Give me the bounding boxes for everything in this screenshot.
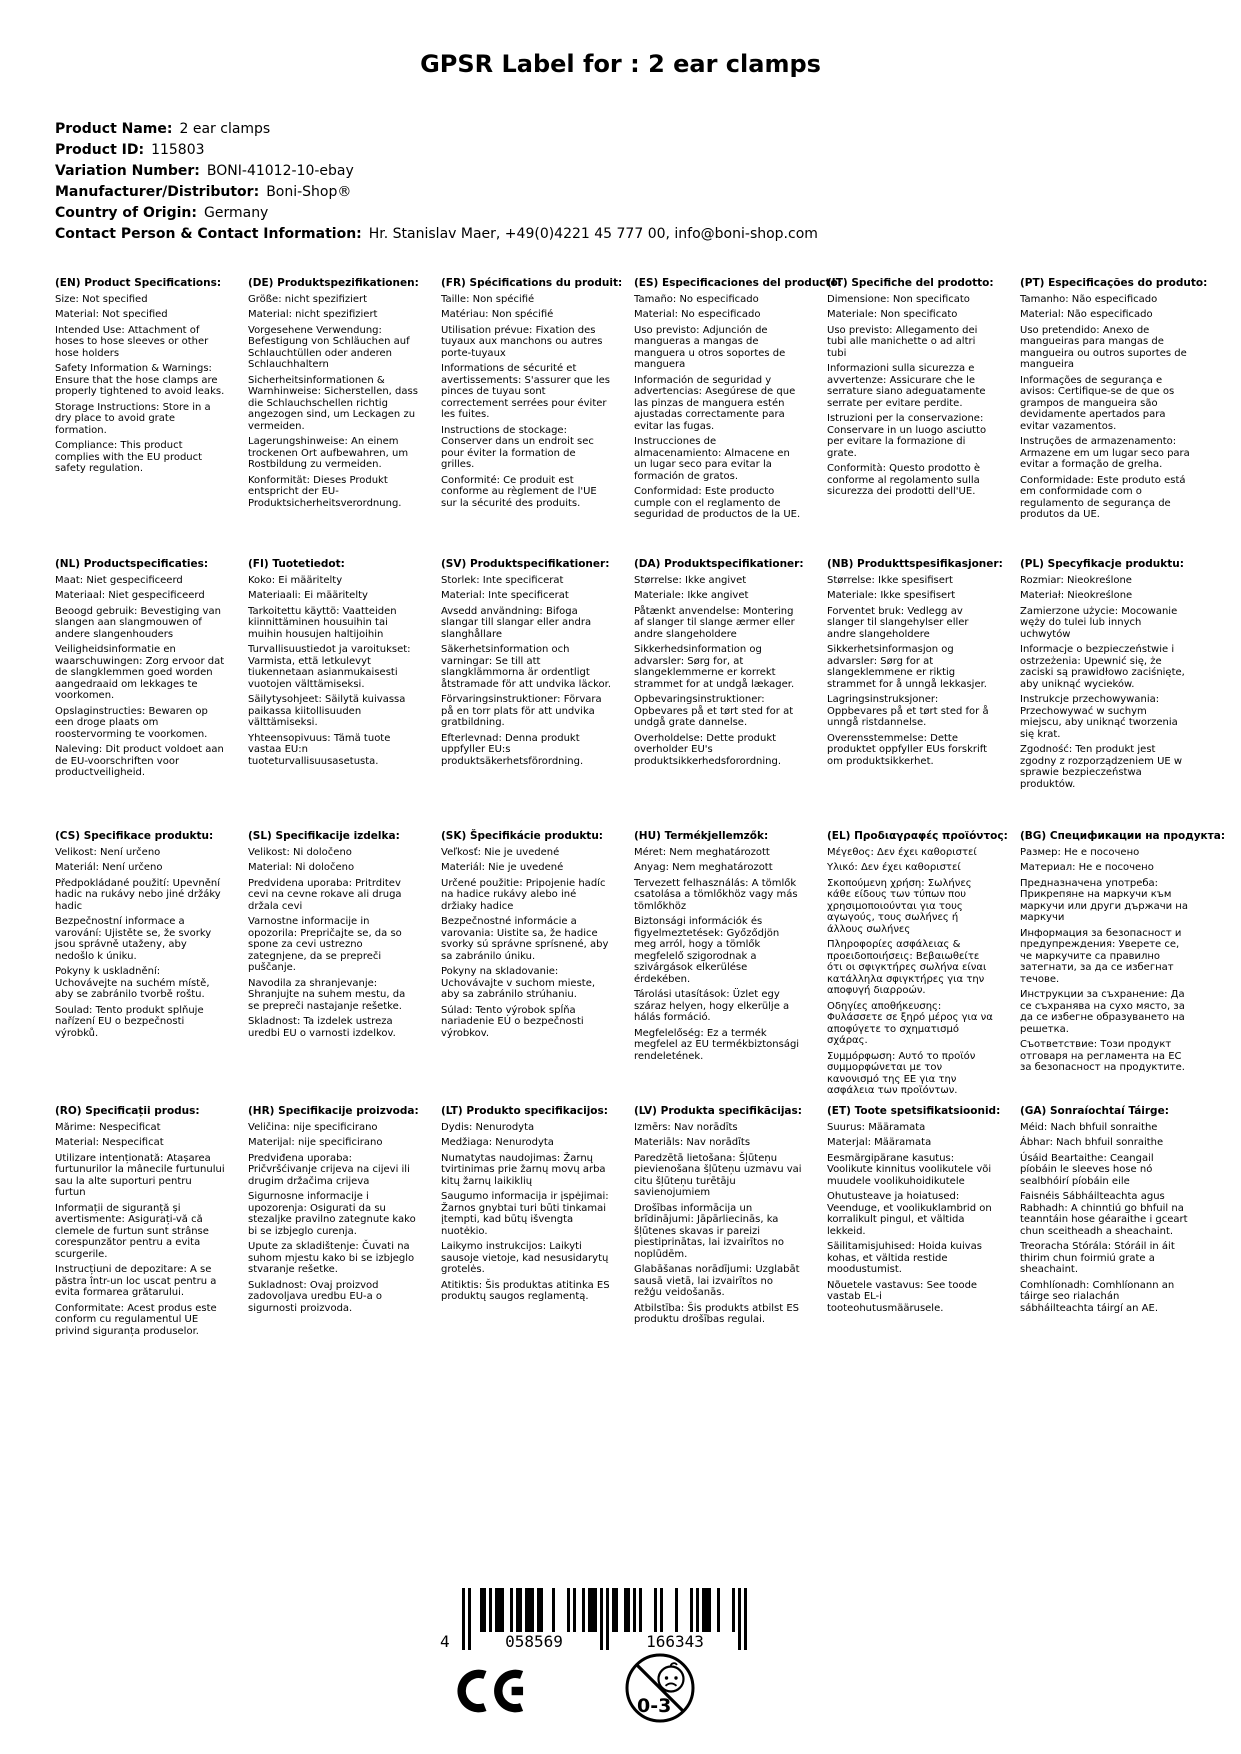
spec-block-nl [55,558,225,830]
spec-section: Suurus: Määramata [827,1121,926,1133]
spec-section: Material: Ni določeno [248,862,355,873]
spec-heading: (EN) Product Specifications: [55,277,222,289]
spec-section: Istruzioni per la conservazione: Conservare in un luogo asciutto per evitare la formazione di grate. [827,413,987,459]
spec-section: Tamanho: Não especificado [1020,293,1158,305]
spec-grid [55,277,1226,1337]
product-info-value: BONI-41012-10-ebay [206,163,354,179]
product-info-row [55,203,1195,224]
spec-section: Efterlevnad: Denna produkt uppfyller EU:s produktsäkerhetsförordning. [441,732,584,767]
spec-section: Uso previsto: Adjunción de mangueras a mangas de manguera u otros soportes de manguera [634,324,786,370]
spec-section: Atitiktis: Šis produktas atitinka ES produktų saugos reglamentą. [441,1279,610,1302]
product-info-row [55,182,1195,203]
spec-section: Materiál: Nie je uvedené [441,862,564,873]
spec-block-sk [441,830,611,1105]
spec-section: Compliance: This product complies with the EU product safety regulation. [55,440,203,474]
spec-block-fi [248,558,418,830]
spec-section: Conformidad: Este producto cumple con el reglamento de seguridad de productos de la UE. [634,486,801,520]
spec-section: Intended Use: Attachment of hoses to hose sleeves or other hose holders [55,324,209,359]
spec-block-es [634,277,842,558]
spec-section: Maat: Niet gespecificeerd [55,574,183,586]
spec-block-sv [441,558,611,830]
spec-section: Conformidade: Este produto está em conformidade com o regulamento de segurança de produtos da UE. [1020,474,1186,520]
spec-section: Bezpečnostné informácie a varovania: Uistite sa, že hadice svorky sú správne sprísnené, aby sa zabránilo úniku. [441,916,609,962]
spec-section: Předpokládané použití: Upevnění hadic na rukávy nebo jiné držáky hadic [55,877,221,912]
spec-block-ga [1020,1105,1190,1337]
spec-section: Instructions de stockage: Conserver dans un endroit sec pour éviter la formation de grilles. [441,424,594,470]
product-info-value: Hr. Stanislav Maer, +49(0)4221 45 777 00, info@boni-shop.com [368,226,818,242]
spec-section: Предназначена употреба: Прикрепяне на маркучи към маркучи или други държачи на маркучи [1020,877,1188,923]
spec-heading: (PT) Especificações do produto: [1020,277,1208,289]
spec-section: Určené použitie: Pripojenie hadíc na hadice rukávy alebo iné držiaky hadice [441,877,606,912]
product-info-row [55,119,1195,140]
spec-section: Materiale: Ikke angivet [634,590,749,601]
spec-section: Paredzētā lietošana: Šļūteņu pievienošana šļūteņu uzmavu vai citu šļūteņu turētāju savienojumiem [634,1152,802,1198]
spec-section: Instrucciones de almacenamiento: Almacene en un lugar seco para evitar la formación de gratos. [634,436,790,482]
spec-section: Utilisation prévue: Fixation des tuyaux aux manchons ou autres porte-tuyaux [441,324,603,359]
spec-section: Sigurnosne informacije i upozorenja: Osigurati da su stezaljke pravilno zategnute kako bi se izbjeglo curenja. [248,1191,416,1237]
spec-section: Material: Não especificado [1020,309,1153,320]
spec-section: Koko: Ei määritelty [248,574,343,586]
spec-section: Overensstemmelse: Dette produktet oppfyller EUs forskrift om produktsikkerhet. [827,732,988,767]
spec-block-bg [1020,830,1226,1105]
product-info-label: Product Name: [55,121,173,137]
spec-block-fr [441,277,623,558]
spec-section: Laikymo instrukcijos: Laikyti sausoje vietoje, kad nesusidarytų grotelės. [441,1241,609,1275]
spec-heading: (SV) Produktspecifikationer: [441,558,610,570]
spec-section: Beoogd gebruik: Bevestiging van slangen aan slangmouwen of andere slangenhouders [55,605,221,640]
spec-section: Opslaginstructies: Bewaren op een droge plaats om roostervorming te voorkomen. [55,705,208,740]
spec-section: Material: Inte specificerat [441,590,569,601]
spec-section: Μέγεθος: Δεν έχει καθοριστεί [827,846,977,858]
spec-heading: (NB) Produkttspesifikasjoner: [827,558,1003,570]
age-warning-label: 0-3 [637,1695,672,1717]
spec-section: Navodila za shranjevanje: Shranjujte na suhem mestu, da se prepreči nastajanje rešetke. [248,977,406,1012]
spec-section: Instruções de armazenamento: Armazene em um lugar seco para evitar a formação de grelha. [1020,436,1190,470]
spec-section: Varnostne informacije in opozorila: Prepričajte se, da so spone za cevi ustrezno zategnjene, da se prepreči puščanje. [248,916,402,973]
spec-section: Materiaal: Niet gespecificeerd [55,590,205,601]
spec-section: Vorgesehene Verwendung: Befestigung von Schläuchen auf Schlauchtüllen oder anderen Schlauchhaltern [248,324,410,370]
spec-section: Dimensione: Non specificato [827,293,970,305]
product-info-value: Boni-Shop® [266,184,352,200]
spec-section: Drošības informācija un brīdinājumi: Jāpārliecinās, ka šļūtenes skavas ir pareizi piestiprinātas, lai izvairītos no noplūdēm. [634,1202,784,1260]
ce-mark-icon [452,1662,530,1724]
spec-heading: (EL) Προδιαγραφές προϊόντος: [827,830,1008,842]
spec-block-nb [827,558,1003,830]
spec-section: Instrucțiuni de depozitare: A se păstra într-un loc uscat pentru a evita formarea grătarului. [55,1264,217,1298]
product-info-label: Variation Number: [55,163,200,179]
spec-section: Uso pretendido: Anexo de mangueiras para mangas de mangueira ou outros suportes de mangueira [1020,324,1187,370]
spec-heading: (FR) Spécifications du produit: [441,277,623,289]
spec-heading: (GA) Sonraíochtaí Táirge: [1020,1105,1169,1117]
spec-section: Predvidena uporaba: Pritrditev cevi na cevne rokave ali druga držala cevi [248,877,402,912]
product-info-row [55,161,1195,182]
spec-section: Съответствие: Този продукт отговаря на регламента на ЕС за безопасност на продуктите. [1020,1039,1185,1073]
spec-section: Mărime: Nespecificat [55,1121,161,1133]
spec-section: Numatytas naudojimas: Žarnų tvirtinimas prie žarnų movų arba kitų žarnų laikiklių [441,1152,606,1187]
spec-section: Tarkoitettu käyttö: Vaatteiden kiinnittäminen housuihin tai muihin housujen haltijoihin [248,605,397,640]
spec-section: Πληροφορίες ασφάλειας & προειδοποιήσεις: Βεβαιωθείτε ότι οι σφιγκτήρες σωλήνα είναι κατάλληλα σφιγκτήρες για την αποφυγή διαρροών. [827,939,987,996]
spec-section: Soulad: Tento produkt splňuje nařízení EU o bezpečnosti výrobků. [55,1004,204,1039]
barcode-digits-left: 058569 [505,1632,563,1651]
spec-block-de [248,277,418,558]
spec-section: Οδηγίες αποθήκευσης: Φυλάσσετε σε ξηρό μέρος για να αποφύγετε το σχηματισμό σχάρας. [827,1000,993,1046]
spec-heading: (IT) Specifiche del prodotto: [827,277,994,289]
spec-section: Säilitamisjuhised: Hoida kuivas kohas, et vältida restide moodustumist. [827,1241,983,1275]
product-info-label: Manufacturer/Distributor: [55,184,260,200]
spec-section: Материал: Не е посочено [1020,862,1154,873]
spec-heading: (DE) Produktspezifikationen: [248,277,419,289]
spec-section: Размер: Не е посочено [1020,846,1140,858]
spec-heading: (LV) Produkta specifikācijas: [634,1105,802,1117]
spec-section: Materiale: Ikke spesifisert [827,590,956,601]
spec-block-hr [248,1105,418,1337]
spec-section: Συμμόρφωση: Αυτό το προϊόν συμμορφώνεται με τον κανονισμό της ΕΕ για την ασφάλεια των προϊόντων. [827,1050,976,1096]
spec-section: Yhteensopivuus: Tämä tuote vastaa EU:n tuoteturvallisuusasetusta. [248,732,391,767]
spec-heading: (NL) Productspecificaties: [55,558,209,570]
spec-section: Größe: nicht spezifiziert [248,293,368,305]
barcode-digits-right: 166343 [646,1632,704,1651]
spec-section: Инструкции за съхранение: Да се съхранява на сухо място, за да се избегне образуването на решетка. [1020,989,1185,1035]
spec-section: Ohutusteave ja hoiatused: Veenduge, et voolikuklambrid on korralikult pingul, et vältida lekkeid. [827,1191,992,1237]
spec-section: Glabāšanas norādījumi: Uzglabāt sausā vietā, lai izvairītos no režģu veidošanās. [634,1264,800,1298]
spec-heading: (SL) Specifikacije izdelka: [248,830,400,842]
spec-section: Sicherheitsinformationen & Warnhinweise: Sicherstellen, dass die Schlauchschellen richtig angezogen sind, um Leckagen zu vermeiden. [248,374,418,432]
spec-section: Megfelelőség: Ez a termék megfelel az EU termékbiztonsági rendeletének. [634,1027,800,1062]
product-info-row [55,224,1195,245]
spec-section: Informazioni sulla sicurezza e avvertenze: Assicurare che le serrature siano adeguatamente serrate per evitare perdite. [827,363,986,409]
product-info-label: Contact Person & Contact Information: [55,226,362,242]
product-info-row [55,140,1195,161]
spec-block-lv [634,1105,804,1337]
spec-section: Veiligheidsinformatie en waarschuwingen: Zorg ervoor dat de slangklemmen goed worden aangedraaid om lekkages te voorkomen. [55,644,225,701]
spec-section: Treoracha Stórála: Stóráil in áit thirim chun foirmiú grate a sheachaint. [1020,1241,1175,1275]
spec-heading: (CS) Specifikace produktu: [55,830,214,842]
spec-section: Utilizare intenționată: Atașarea furtunurilor la mânecile furtunului sau la alte suporturi pentru furtun [55,1152,225,1198]
spec-section: Sikkerhetsinformasjon og advarsler: Sørg for at slangeklemmene er riktig strammet for å unngå lekkasjer. [827,644,987,690]
spec-section: Materjal: Määramata [827,1137,932,1148]
barcode-digit-first: 4 [440,1632,450,1651]
spec-section: Materiale: Non specificato [827,309,958,320]
spec-heading: (ES) Especificaciones del producto: [634,277,842,289]
spec-section: Størrelse: Ikke spesifisert [827,574,953,586]
spec-section: Bezpečnostní informace a varování: Ujistěte se, že svorky jsou správně utaženy, aby nedošlo k úniku. [55,916,212,962]
spec-section: Lagringsinstruksjoner: Oppbevares på et tørt sted for å unngå ristdannelse. [827,694,989,728]
spec-section: Skladnost: Ta izdelek ustreza uredbi EU o varnosti izdelkov. [248,1016,396,1039]
spec-section: Påtænkt anvendelse: Montering af slanger til slange ærmer eller andre slangeholdere [634,605,795,640]
spec-section: Avsedd användning: Bifoga slangar till slangar eller andra slanghållare [441,605,592,640]
spec-section: Comhlíonadh: Comhlíonann an táirge seo rialachán sábháilteachta táirgí an AE. [1020,1279,1175,1314]
age-warning-0-3-icon [624,1652,696,1728]
spec-section: Naleving: Dit product voldoet aan de EU-voorschriften voor productveiligheid. [55,744,224,778]
spec-section: Säkerhetsinformation och varningar: Se till att slangklämmorna är ordentligt åtstramade för att undvika läckor. [441,644,612,690]
spec-section: Sikkerhedsinformation og advarsler: Sørg for, at slangeklemmerne er korrekt strammet for at undgå lækager. [634,644,795,690]
spec-section: Förvaringsinstruktioner: Förvara på en torr plats för att undvika gratbildning. [441,694,602,728]
spec-section: Izmērs: Nav norādīts [634,1121,738,1133]
spec-block-el [827,830,1008,1105]
spec-section: Zgodność: Ten produkt jest zgodny z rozporządzeniem UE w sprawie bezpieczeństwa produktów. [1020,744,1183,790]
spec-section: Materiāls: Nav norādīts [634,1137,751,1148]
spec-section: Méret: Nem meghatározott [634,846,770,858]
spec-section: Safety Information & Warnings: Ensure that the hose clamps are properly tightened to avoid leaks. [55,363,225,397]
spec-section: Dydis: Nenurodyta [441,1121,535,1133]
spec-section: Storlek: Inte specificerat [441,574,564,586]
spec-section: Informations de sécurité et avertissements: S'assurer que les pinces de tuyau sont correctement serrées pour éviter les fuites. [441,363,610,420]
spec-section: Informacje o bezpieczeństwie i ostrzeżenia: Upewnić się, że zaciski są prawidłowo zaciśnięte, aby uniknąć wycieków. [1020,644,1185,690]
spec-section: Veličina: nije specificirano [248,1121,378,1133]
spec-section: Materiál: Není určeno [55,862,163,873]
spec-section: Tervezett felhasználás: A tömlők csatolása a tömlőkhöz vagy más tömlőkhöz [634,877,798,912]
spec-section: Størrelse: Ikke angivet [634,574,747,586]
spec-section: Saugumo informacija ir įspėjimai: Žarnos gnybtai turi būti tinkamai įtempti, kad būtų išvengta nuotėkio. [441,1191,609,1237]
spec-heading: (ET) Toote spetsifikatsioonid: [827,1105,1001,1117]
spec-block-it [827,277,997,558]
spec-block-et [827,1105,1001,1337]
spec-section: Biztonsági információk és figyelmeztetések: Győződjön meg arról, hogy a tömlők megfelelő szigorodnak a szivárgások elkerülése érdekében. [634,916,780,985]
spec-section: Forventet bruk: Vedlegg av slanger til slangehylser eller andre slangeholdere [827,605,969,640]
spec-section: Säilytysohjeet: Säilytä kuivassa paikassa kiitollisuuden välttämiseksi. [248,694,406,728]
spec-section: Medžiaga: Nenurodyta [441,1137,554,1148]
spec-block-lt [441,1105,611,1337]
product-info-value: 115803 [151,142,205,158]
spec-section: Taille: Non spécifié [441,293,535,305]
spec-section: Faisnéis Sábháilteachta agus Rabhadh: A chinntiú go bhfuil na teanntáin hose géaraithe i gceart chun sceitheadh a sheachaint. [1020,1191,1188,1237]
spec-section: Anyag: Nem meghatározott [634,862,773,873]
spec-section: Storage Instructions: Store in a dry place to avoid grate formation. [55,401,211,436]
spec-heading: (FI) Tuotetiedot: [248,558,345,570]
spec-section: Materiał: Nieokreślone [1020,590,1133,601]
spec-section: Material: Nespecificat [55,1137,164,1148]
spec-heading: (LT) Produkto specifikacijos: [441,1105,608,1117]
spec-section: Material: No especificado [634,309,761,320]
spec-section: Upute za skladištenje: Čuvati na suhom mjestu kako bi se izbjeglo stvaranje rešetke. [248,1241,415,1275]
spec-section: Velikost: Není určeno [55,846,161,858]
spec-heading: (PL) Specyfikacje produktu: [1020,558,1184,570]
spec-section: Veľkosť: Nie je uvedené [441,846,560,858]
spec-block-sl [248,830,418,1105]
product-info [55,119,1195,245]
spec-section: Informações de segurança e avisos: Certifique-se de que os grampos de mangueira são devidamente apertados para evitar vazamentos. [1020,374,1175,432]
spec-block-en [55,277,225,558]
spec-section: Pokyny k uskladnění: Uchovávejte na suchém místě, aby se zabránilo tvorbě roštu. [55,966,210,1000]
product-info-label: Product ID: [55,142,145,158]
product-info-label: Country of Origin: [55,205,197,221]
spec-section: Material: Not specified [55,309,168,320]
spec-section: Информация за безопасност и предупреждения: Уверете се, че маркучите са правилно затегнати, за да се избегнат течове. [1020,927,1182,985]
spec-section: Opbevaringsinstruktioner: Opbevares på et tørt sted for at undgå grate dannelse. [634,694,794,728]
spec-section: Materiaali: Ei määritelty [248,590,368,601]
spec-section: Atbilstība: Šis produkts atbilst ES produktu drošības regulai. [634,1302,800,1325]
spec-section: Sukladnost: Ovaj proizvod zadovoljava uredbu EU-a o sigurnosti proizvoda. [248,1279,383,1314]
spec-block-hu [634,830,804,1105]
product-info-value: 2 ear clamps [179,121,271,137]
page-title: GPSR Label for : 2 ear clamps [420,50,821,78]
spec-section: Tamaño: No especificado [634,293,759,305]
spec-section: Predviđena uporaba: Pričvršćivanje crijeva na cijevi ili drugim držačima crijeva [248,1152,410,1187]
spec-section: Instrukcje przechowywania: Przechowywać w suchym miejscu, aby uniknąć tworzenia się krat. [1020,694,1178,740]
spec-block-pl [1020,558,1190,830]
spec-section: Zamierzone użycie: Mocowanie węży do tulei lub innych uchwytów [1020,605,1178,640]
spec-section: Nõuetele vastavus: See toode vastab EL-i tooteohutusmäärusele. [827,1279,978,1314]
spec-section: Lagerungshinweise: An einem trockenen Ort aufbewahren, um Rostbildung zu vermeiden. [248,436,409,470]
spec-heading: (HR) Specifikacije proizvoda: [248,1105,419,1117]
ean-barcode [440,1588,747,1652]
spec-section: Úsáid Beartaithe: Ceangail píobáin le sleeves hose nó sealbhóirí píobáin eile [1020,1152,1154,1187]
spec-section: Eesmärgipärane kasutus: Voolikute kinnitus voolikutele või muudele voolikuhoidikutele [827,1152,992,1187]
spec-section: Size: Not specified [55,293,148,305]
spec-section: Material: nicht spezifiziert [248,309,378,320]
spec-heading: (RO) Specificații produs: [55,1105,200,1117]
spec-section: Rozmiar: Nieokreślone [1020,574,1132,586]
spec-block-da [634,558,804,830]
spec-heading: (HU) Termékjellemzők: [634,830,769,842]
spec-section: Informații de siguranță și avertismente: Asigurați-vă că clemele de furtun sunt strânse corespunzător pentru a evita scurgerile. [55,1202,209,1260]
spec-section: Konformität: Dieses Produkt entspricht der EU-Produktsicherheitsverordnung. [248,474,402,509]
product-info-value: Germany [204,205,269,221]
spec-section: Tárolási utasítások: Üzlet egy száraz helyen, hogy elkerülje a hálás formáció. [634,989,790,1023]
spec-section: Conformité: Ce produit est conforme au règlement de l'UE sur la sécurité des produits. [441,474,597,509]
spec-heading: (SK) Špecifikácie produktu: [441,830,604,842]
spec-heading: (DA) Produktspecifikationer: [634,558,804,570]
spec-section: Conformitate: Acest produs este conform cu regulamentul UE privind siguranța produselor. [55,1302,217,1337]
spec-section: Méid: Nach bhfuil sonraithe [1020,1121,1158,1133]
spec-section: Matériau: Non spécifié [441,309,554,320]
spec-section: Uso previsto: Allegamento dei tubi alle manichette o ad altri tubi [827,324,978,359]
spec-section: Materijal: nije specificirano [248,1137,383,1148]
spec-section: Información de seguridad y advertencias: Asegúrese de que las pinzas de manguera estén ajustadas correctamente para evitar las fugas. [634,374,796,432]
spec-heading: (BG) Спецификации на продукта: [1020,830,1226,842]
spec-section: Súlad: Tento výrobok spĺňa nariadenie EÚ o bezpečnosti výrobkov. [441,1004,584,1039]
spec-section: Pokyny na skladovanie: Uchovávajte v suchom mieste, aby sa zabránilo strúhaniu. [441,966,596,1000]
spec-section: Ábhar: Nach bhfuil sonraithe [1020,1137,1164,1148]
spec-block-pt [1020,277,1208,558]
spec-section: Overholdelse: Dette produkt overholder EU's produktsikkerhedsforordning. [634,732,782,767]
spec-section: Velikost: Ni določeno [248,846,352,858]
spec-section: Σκοπούμενη χρήση: Σωλήνες κάθε είδους των τύπων που χρησιμοποιούνται για τους αγωγούς, τους σωλήνες ή άλλους σωλήνες [827,877,972,935]
spec-section: Υλικό: Δεν έχει καθοριστεί [827,862,961,873]
spec-block-cs [55,830,225,1105]
spec-section: Turvallisuustiedot ja varoitukset: Varmista, että letkulevyt tiukennetaan asianmukaisesti vuotojen välttämiseksi. [248,644,411,690]
spec-block-ro [55,1105,225,1337]
spec-section: Conformità: Questo prodotto è conforme al regolamento sulla sicurezza dei prodotti dell'UE. [827,463,981,497]
